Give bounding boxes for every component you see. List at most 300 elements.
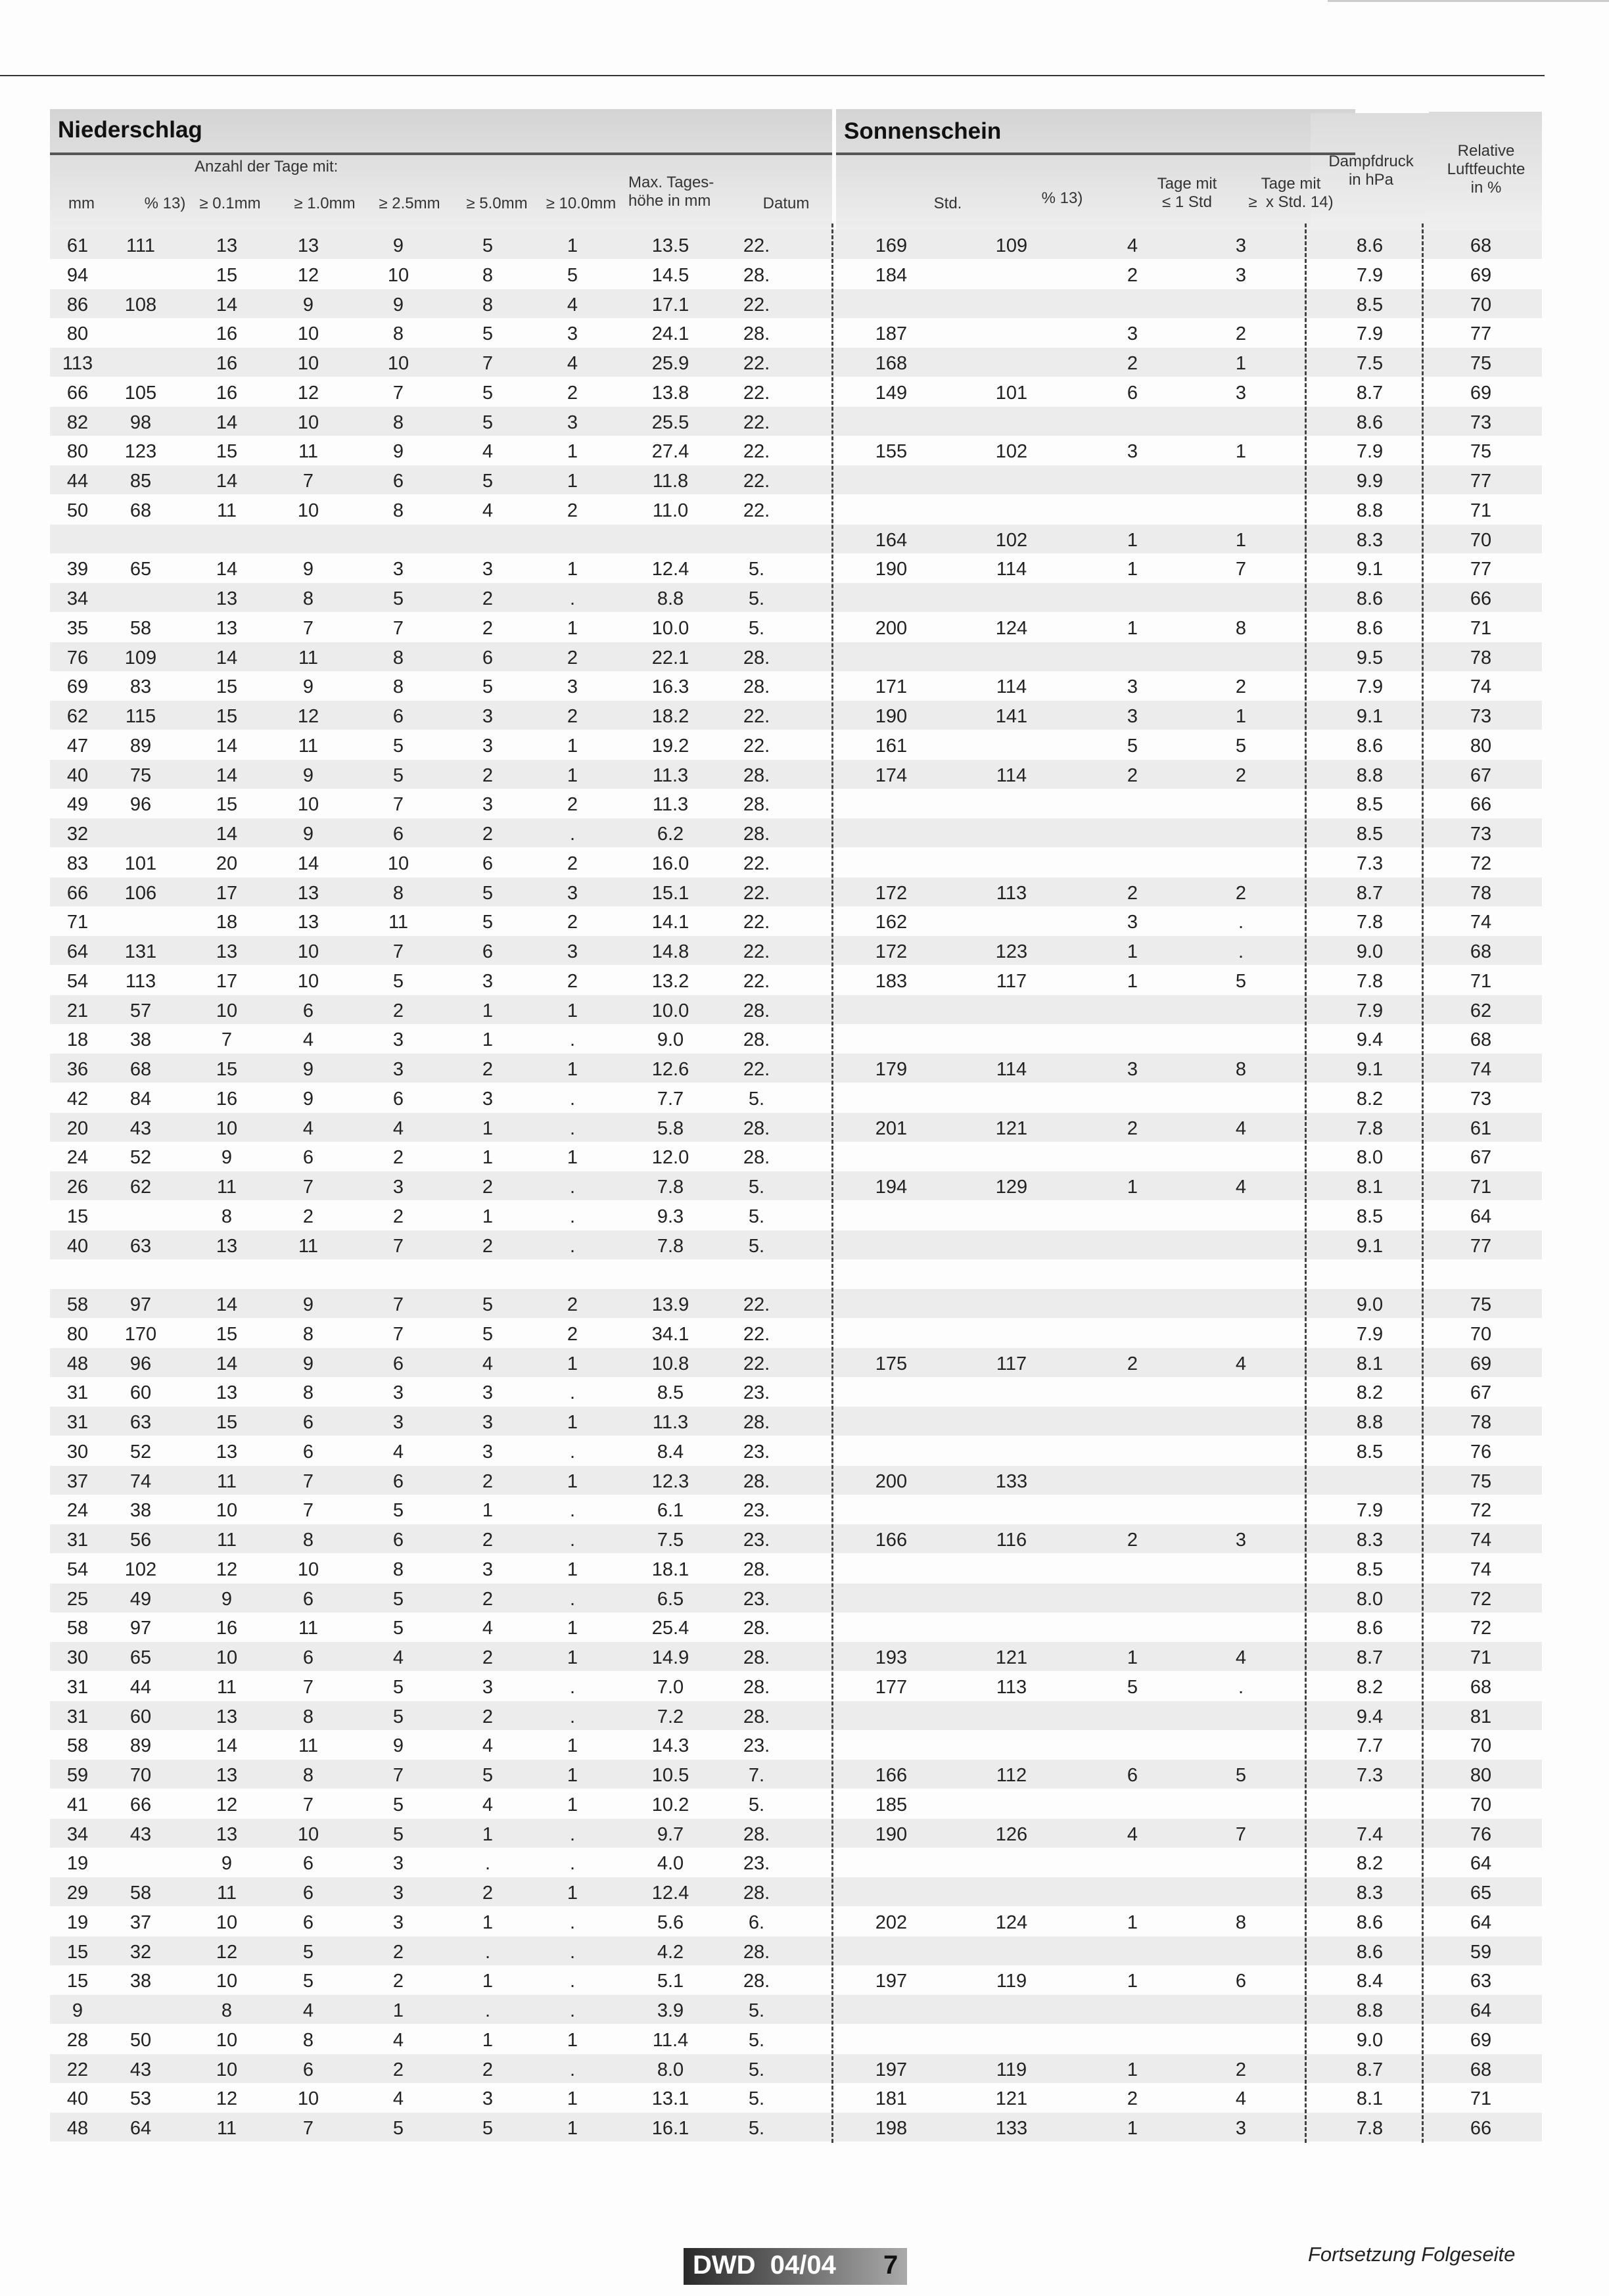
cell-max-mm: 25.5: [651, 411, 689, 433]
cell-days-50: 6: [482, 853, 494, 874]
table-row: [50, 1171, 1542, 1200]
cell-days-10: 9: [302, 1088, 314, 1110]
cell-datum: 5.: [748, 2118, 765, 2139]
cell-sun-pct: [972, 1612, 1051, 1641]
subheader-anzahl: Anzahl der Tage mit:: [195, 158, 338, 176]
cell-days-10: 9: [302, 1294, 314, 1315]
cell-days-50: 2: [482, 588, 494, 609]
col-header-50mm: ≥ 5.0mm: [466, 195, 528, 212]
cell-dampf: 8.6: [1356, 617, 1384, 639]
cell-sun-std: 197: [875, 2059, 908, 2080]
cell-dampf: [1330, 1259, 1409, 1288]
cell-days-100: .: [569, 1117, 576, 1139]
col-header-mm: mm: [68, 195, 95, 212]
cell-max-mm: 13.1: [651, 2088, 689, 2110]
cell-dampf: 8.5: [1356, 1558, 1384, 1580]
cell-rel: 71: [1470, 500, 1492, 521]
cell-days-100: 1: [567, 1412, 578, 1433]
cell-sun-le1: [1093, 1583, 1172, 1612]
cell-max-mm: 5.1: [657, 1971, 684, 1992]
cell-sun-gex: 4: [1235, 1647, 1247, 1668]
cell-days-50: .: [484, 1941, 491, 1963]
cell-pct: 68: [129, 1059, 152, 1080]
cell-sun-std: 164: [875, 529, 908, 551]
cell-pct: 131: [124, 941, 157, 962]
cell-max-mm: 7.5: [657, 1530, 684, 1551]
cell-days-10: 6: [302, 1647, 314, 1668]
cell-datum: 5.: [748, 1088, 765, 1110]
cell-sun-gex: [1201, 407, 1280, 436]
cell-days-01: 13: [216, 1765, 238, 1786]
table-row: [50, 760, 1542, 789]
cell-days-50: 1: [482, 1206, 494, 1227]
cell-days-100: 1: [567, 1883, 578, 1904]
cell-sun-le1: [1093, 1877, 1172, 1906]
cell-datum: 28.: [743, 1000, 770, 1021]
cell-sun-pct: [972, 818, 1051, 847]
cell-sun-gex: .: [1238, 1676, 1244, 1698]
cell-mm: 48: [66, 1353, 89, 1374]
cell-days-10: 13: [297, 882, 319, 904]
cell-sun-le1: [1093, 407, 1172, 436]
cell-max-mm: 18.2: [651, 706, 689, 727]
cell-days-10: 7: [302, 1470, 314, 1492]
cell-sun-pct: 117: [996, 1353, 1027, 1374]
cell-days-25: 3: [392, 1029, 404, 1051]
cell-sun-std: 184: [875, 264, 908, 286]
cell-days-100: .: [569, 1029, 576, 1051]
cell-days-10: 10: [297, 500, 319, 521]
cell-days-10: 8: [302, 1530, 314, 1551]
cell-days-10: 8: [302, 1706, 314, 1727]
cell-days-50: 5: [482, 323, 494, 345]
cell-sun-pct: 124: [995, 1911, 1028, 1933]
cell-datum: 22.: [743, 353, 770, 374]
cell-sun-le1: [1093, 1936, 1172, 1965]
cell-datum: 28.: [743, 647, 770, 668]
cell-days-100: .: [569, 1500, 576, 1522]
cell-days-25: 7: [392, 382, 404, 404]
cell-sun-pct: [972, 289, 1051, 318]
cell-days-100: 3: [567, 323, 578, 345]
cell-sun-gex: [1201, 995, 1280, 1024]
cell-pct: 101: [124, 853, 157, 874]
cell-datum: 28.: [743, 1883, 770, 1904]
cell-datum: 5.: [748, 617, 765, 639]
cell-days-01: 10: [216, 1500, 238, 1522]
cell-days-10: 8: [302, 588, 314, 609]
cell-rel: 64: [1470, 1911, 1492, 1933]
cell-days-100: .: [569, 1530, 576, 1551]
cell-rel: 61: [1470, 1117, 1492, 1139]
table-row: [50, 671, 1542, 700]
cell-rel: 80: [1470, 735, 1492, 757]
cell-rel: 77: [1470, 471, 1492, 492]
cell-mm: 24: [66, 1500, 89, 1522]
cell-days-25: 3: [392, 559, 404, 580]
cell-sun-pct: [972, 1554, 1051, 1583]
cell-days-10: 6: [302, 1911, 314, 1933]
cell-pct: [101, 583, 180, 612]
cell-rel: 76: [1470, 1823, 1492, 1845]
cell-max-mm: 6.5: [657, 1588, 684, 1610]
cell-mm: 40: [66, 1235, 89, 1257]
cell-sun-gex: [1201, 1583, 1280, 1612]
cell-datum: [717, 525, 796, 553]
cell-sun-le1: 1: [1127, 1971, 1138, 1992]
col-header-max: Max. Tages- höhe in mm: [628, 174, 714, 210]
cell-pct: 108: [124, 294, 157, 316]
cell-max-mm: 9.7: [657, 1823, 684, 1845]
cell-days-100: 3: [567, 676, 578, 698]
cell-days-25: 2: [392, 1147, 404, 1169]
cell-rel: 69: [1470, 382, 1492, 404]
cell-days-01: 10: [216, 2059, 238, 2080]
cell-days-100: 3: [567, 411, 578, 433]
cell-dampf: 7.9: [1356, 1323, 1384, 1345]
cell-sun-pct: [972, 1201, 1051, 1230]
cell-sun-gex: [1201, 789, 1280, 818]
cell-sun-gex: [1201, 642, 1280, 671]
table-row: [50, 1348, 1542, 1377]
cell-sun-pct: 133: [995, 2118, 1028, 2139]
cell-rel: 78: [1470, 1412, 1492, 1433]
cell-days-25: 5: [392, 1588, 404, 1610]
cell-days-100: .: [569, 1853, 576, 1875]
cell-sun-le1: [1093, 818, 1172, 847]
cell-sun-le1: 2: [1127, 1530, 1138, 1551]
cell-mm: 19: [66, 1853, 89, 1875]
cell-days-50: 3: [482, 1558, 494, 1580]
cell-sun-std: 166: [875, 1530, 908, 1551]
cell-mm: 48: [66, 2118, 89, 2139]
cell-sun-std: 190: [875, 559, 908, 580]
cell-days-100: 1: [567, 764, 578, 786]
cell-days-25: 7: [392, 1765, 404, 1786]
cell-sun-le1: 1: [1127, 1177, 1138, 1198]
cell-sun-le1: 1: [1127, 1647, 1138, 1668]
cell-datum: 5.: [748, 1794, 765, 1816]
cell-sun-std: [852, 289, 931, 318]
col-header-spct: % 13): [1041, 189, 1083, 207]
cell-days-50: 8: [482, 294, 494, 316]
cell-dampf: 8.6: [1356, 735, 1384, 757]
cell-dampf: 8.3: [1356, 529, 1384, 551]
cell-sun-std: [852, 1083, 931, 1112]
cell-days-100: 1: [567, 1765, 578, 1786]
cell-days-25: 6: [392, 824, 404, 845]
cell-days-25: 4: [392, 1647, 404, 1668]
cell-dampf: 9.1: [1356, 1059, 1384, 1080]
cell-days-50: 1: [482, 2029, 494, 2051]
table-row: [50, 642, 1542, 671]
cell-days-50: 4: [482, 1735, 494, 1757]
cell-sun-gex: 3: [1235, 235, 1247, 256]
cell-days-10: 4: [302, 1029, 314, 1051]
cell-pct: [101, 1995, 180, 2024]
cell-max-mm: 18.1: [651, 1558, 689, 1580]
cell-sun-le1: 1: [1127, 559, 1138, 580]
table-row: [50, 1524, 1542, 1553]
cell-days-01: 15: [216, 264, 238, 286]
cell-pct: [101, 260, 180, 289]
cell-pct: 111: [126, 235, 156, 256]
cell-days-50: [448, 525, 527, 553]
cell-datum: 23.: [743, 1588, 770, 1610]
col-header-100mm: ≥ 10.0mm: [546, 195, 617, 212]
cell-days-01: 15: [216, 676, 238, 698]
cell-days-100: .: [569, 1911, 576, 1933]
page-number: 7: [883, 2251, 898, 2280]
cell-days-25: 6: [392, 1353, 404, 1374]
table-row: [50, 1024, 1542, 1053]
cell-days-01: 15: [216, 1059, 238, 1080]
cell-sun-pct: [972, 1259, 1051, 1288]
cell-days-100: 1: [567, 1059, 578, 1080]
cell-rel: 70: [1470, 1323, 1492, 1345]
cell-dampf: [1330, 1466, 1409, 1495]
cell-pct: 64: [129, 2118, 152, 2139]
cell-days-100: 1: [567, 559, 578, 580]
cell-dampf: 9.1: [1356, 1235, 1384, 1257]
cell-max-mm: 34.1: [651, 1323, 689, 1345]
cell-sun-std: [852, 465, 931, 494]
cell-sun-std: [852, 583, 931, 612]
cell-sun-std: 190: [875, 706, 908, 727]
cell-sun-std: [852, 495, 931, 524]
cell-dampf: 7.9: [1356, 323, 1384, 345]
cell-days-01: 15: [216, 794, 238, 816]
cell-days-10: 8: [302, 2029, 314, 2051]
cell-sun-le1: [1093, 1701, 1172, 1730]
cell-sun-pct: 141: [995, 706, 1028, 727]
cell-datum: 23.: [743, 1853, 770, 1875]
cell-days-25: 10: [387, 353, 409, 374]
cell-mm: 34: [66, 1823, 89, 1845]
cell-sun-gex: [1201, 583, 1280, 612]
cell-datum: 22.: [743, 1323, 770, 1345]
cell-sun-pct: 113: [996, 882, 1027, 904]
cell-max-mm: 11.8: [652, 471, 689, 492]
cell-days-10: 6: [302, 1883, 314, 1904]
cell-max-mm: 6.1: [657, 1500, 684, 1522]
cell-days-01: 14: [216, 1353, 238, 1374]
cell-sun-gex: 4: [1235, 1117, 1247, 1139]
cell-days-50: 3: [482, 1676, 494, 1698]
cell-sun-std: 172: [875, 941, 908, 962]
cell-days-100: 2: [567, 647, 578, 668]
cell-days-50: 5: [482, 1294, 494, 1315]
cell-max-mm: 10.8: [651, 1353, 689, 1374]
cell-days-01: 8: [221, 1206, 233, 1227]
cell-sun-pct: [972, 1730, 1051, 1759]
cell-pct: 98: [129, 411, 152, 433]
cell-sun-pct: [972, 789, 1051, 818]
cell-mm: 83: [66, 853, 89, 874]
cell-rel: 64: [1470, 1206, 1492, 1227]
cell-rel: 68: [1470, 1676, 1492, 1698]
cell-days-25: 3: [392, 1911, 404, 1933]
cell-mm: 39: [66, 559, 89, 580]
cell-rel: 68: [1470, 1029, 1492, 1051]
table-row: [50, 436, 1542, 465]
cell-days-50: 1: [482, 1000, 494, 1021]
cell-days-100: 2: [567, 1294, 578, 1315]
cell-sun-std: [852, 1495, 931, 1524]
cell-days-50: 5: [482, 411, 494, 433]
cell-rel: 75: [1470, 1470, 1492, 1492]
table-row: [50, 1730, 1542, 1759]
cell-max-mm: 13.2: [651, 970, 689, 992]
cell-sun-le1: 3: [1127, 323, 1138, 345]
cell-sun-pct: 101: [995, 382, 1028, 404]
cell-sun-pct: [972, 1701, 1051, 1730]
table-row: [50, 1201, 1542, 1230]
cell-dampf: 7.9: [1356, 1000, 1384, 1021]
cell-sun-pct: 119: [996, 1971, 1027, 1992]
cell-sun-std: 149: [875, 382, 908, 404]
cell-max-mm: 11.3: [652, 794, 689, 816]
cell-dampf: 8.7: [1356, 2059, 1384, 2080]
cell-days-25: 5: [392, 1706, 404, 1727]
cell-max-mm: 14.8: [651, 941, 689, 962]
cell-days-01: 14: [216, 294, 238, 316]
cell-days-100: 1: [567, 2029, 578, 2051]
cell-datum: 7.: [748, 1765, 765, 1786]
cell-sun-pct: [972, 1436, 1051, 1465]
cell-days-25: 8: [392, 323, 404, 345]
cell-days-25: 5: [392, 2118, 404, 2139]
cell-dampf: 8.8: [1356, 764, 1384, 786]
cell-rel: 80: [1470, 1765, 1492, 1786]
cell-days-01: 11: [216, 1530, 237, 1551]
cell-max-mm: 24.1: [651, 323, 689, 345]
table-row: [50, 1230, 1542, 1259]
cell-sun-le1: 1: [1127, 617, 1138, 639]
cell-sun-gex: 8: [1235, 617, 1247, 639]
cell-days-25: 11: [388, 912, 409, 933]
cell-mm: 34: [66, 588, 89, 609]
table-row: [50, 1672, 1542, 1700]
cell-pct: 49: [129, 1588, 152, 1610]
cell-sun-pct: 126: [995, 1823, 1028, 1845]
cell-sun-le1: [1093, 1730, 1172, 1759]
cell-rel: 81: [1470, 1706, 1492, 1727]
cell-sun-le1: [1093, 1466, 1172, 1495]
cell-days-50: 3: [482, 1382, 494, 1404]
cell-sun-gex: 3: [1235, 382, 1247, 404]
cell-dampf: 8.7: [1356, 382, 1384, 404]
cell-rel: 59: [1470, 1941, 1492, 1963]
cell-pct: 105: [124, 382, 157, 404]
dwd-badge: [684, 2248, 907, 2285]
cell-datum: 28.: [743, 1470, 770, 1492]
cell-days-01: 14: [216, 411, 238, 433]
cell-days-10: 5: [302, 1941, 314, 1963]
cell-sun-le1: [1093, 1289, 1172, 1318]
cell-days-100: .: [569, 1235, 576, 1257]
table-row: [50, 818, 1542, 847]
cell-pct: 43: [129, 1117, 152, 1139]
cell-rel: 72: [1470, 1500, 1492, 1522]
table-row: [50, 1495, 1542, 1524]
cell-days-01: 8: [221, 2000, 233, 2021]
cell-days-01: 10: [216, 1971, 238, 1992]
cell-days-10: 4: [302, 1117, 314, 1139]
cell-datum: 5.: [748, 2029, 765, 2051]
cell-days-01: 11: [216, 1676, 237, 1698]
cell-days-10: 8: [302, 1382, 314, 1404]
cell-days-50: 4: [482, 500, 494, 521]
cell-datum: 5.: [748, 559, 765, 580]
cell-days-01: 11: [216, 500, 237, 521]
table-row: [50, 789, 1542, 818]
cell-rel: 67: [1470, 764, 1492, 786]
cell-days-10: 7: [302, 1676, 314, 1698]
cell-days-10: 7: [302, 1794, 314, 1816]
cell-days-25: [359, 1259, 438, 1288]
cell-rel: 71: [1470, 1177, 1492, 1198]
cell-mm: 80: [66, 441, 89, 463]
cell-sun-std: 181: [875, 2088, 908, 2110]
cell-days-01: 10: [216, 1117, 238, 1139]
cell-sun-le1: 2: [1127, 882, 1138, 904]
cell-mm: 49: [66, 794, 89, 816]
cell-max-mm: 5.6: [657, 1911, 684, 1933]
cell-sun-pct: 121: [995, 2088, 1028, 2110]
cell-dampf: 8.7: [1356, 1647, 1384, 1668]
table-row: [50, 701, 1542, 730]
cell-sun-gex: 5: [1235, 1765, 1247, 1786]
cell-datum: 22.: [743, 441, 770, 463]
cell-pct: 43: [129, 2059, 152, 2080]
cell-rel: 63: [1470, 1971, 1492, 1992]
cell-sun-le1: 1: [1127, 941, 1138, 962]
cell-days-100: 2: [567, 853, 578, 874]
cell-pct: 96: [129, 794, 152, 816]
cell-pct: 97: [129, 1294, 152, 1315]
cell-days-01: 10: [216, 1000, 238, 1021]
cell-sun-le1: [1093, 642, 1172, 671]
cell-dampf: 9.4: [1356, 1029, 1384, 1051]
col-header-01mm: ≥ 0.1mm: [199, 195, 261, 212]
cell-sun-std: [852, 1995, 931, 2024]
cell-sun-gex: [1201, 1877, 1280, 1906]
cell-days-01: 20: [216, 853, 238, 874]
cell-dampf: 8.7: [1356, 882, 1384, 904]
cell-pct: 38: [129, 1971, 152, 1992]
cell-sun-gex: 3: [1235, 264, 1247, 286]
table-row: [50, 1289, 1542, 1318]
cell-max-mm: 14.1: [651, 912, 689, 933]
cell-days-25: 7: [392, 1294, 404, 1315]
cell-days-50: 7: [482, 353, 494, 374]
cell-dampf: 8.5: [1356, 824, 1384, 845]
table-row: [50, 377, 1542, 406]
cell-sun-gex: .: [1238, 912, 1244, 933]
cell-days-01: 13: [216, 1382, 238, 1404]
cell-dampf: 8.6: [1356, 588, 1384, 609]
cell-days-100: 2: [567, 912, 578, 933]
cell-mm: 22: [66, 2059, 89, 2080]
cell-dampf: 7.8: [1356, 970, 1384, 992]
cell-days-50: 3: [482, 2088, 494, 2110]
table-row: [50, 1907, 1542, 1936]
cell-days-10: 7: [302, 471, 314, 492]
cell-pct: 170: [124, 1323, 157, 1345]
cell-mm: 76: [66, 647, 89, 668]
table-row: [50, 936, 1542, 965]
